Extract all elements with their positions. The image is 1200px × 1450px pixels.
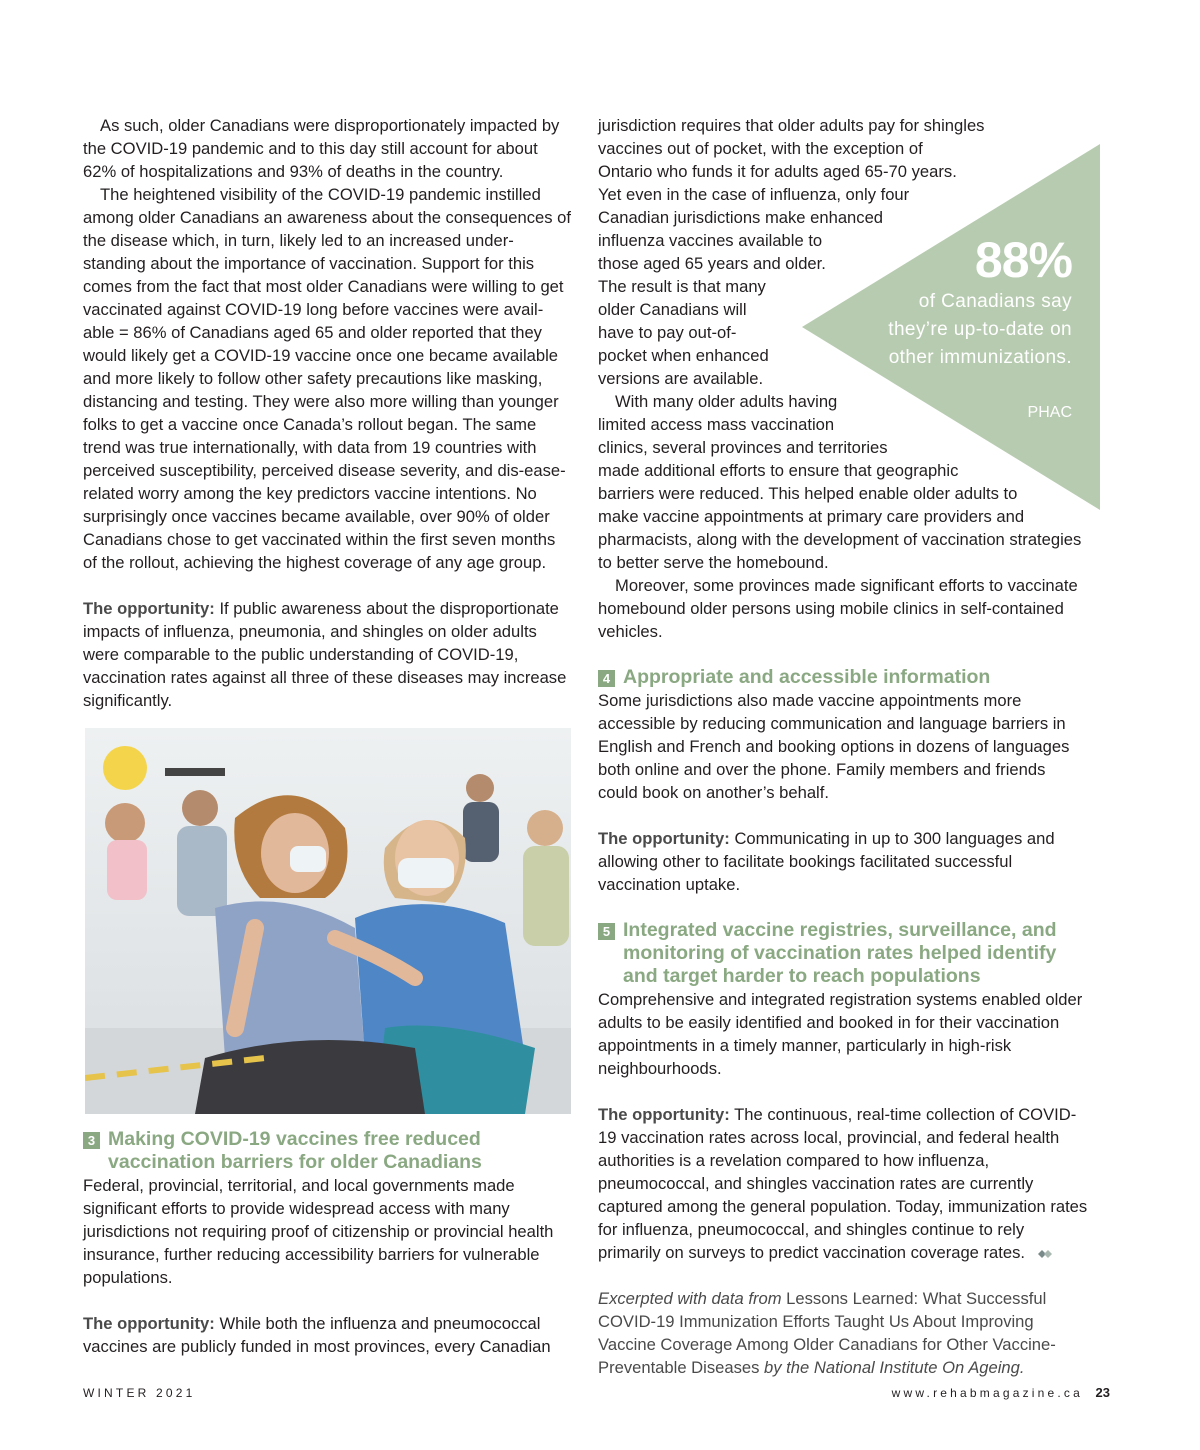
section-3-title: Making COVID-19 vaccines free reduced vaccination barriers for older Canadians xyxy=(108,1128,482,1173)
section-number-badge: 3 xyxy=(83,1132,100,1149)
opportunity-text: If public awareness about the disproportionate impacts of influenza, pneumonia, and shingles on older adults were comparable to the public understanding of COVID-19, vaccination rates against all three of these diseases may increase significantly. xyxy=(83,599,567,710)
section-3-text: Federal, provincial, territorial, and local governments made significant efforts to provide widespread access with many jurisdictions not requiring proof of citizenship or provincial health insurance, further reducing accessibility barriers for vulnerable populations. xyxy=(83,1176,554,1287)
callout-source: PHAC xyxy=(1027,404,1072,421)
opportunity-lead: The opportunity: xyxy=(598,829,730,848)
opportunity-lead: The opportunity: xyxy=(83,1314,215,1333)
section-5-title: Integrated vaccine registries, surveillance, and monitoring of vaccination rates helped identify and target harder to reach populations xyxy=(623,919,1057,987)
page-number: 23 xyxy=(1095,1385,1110,1400)
section-number-badge: 4 xyxy=(598,670,615,687)
text-wrap-region xyxy=(598,114,1088,574)
opportunity-5 xyxy=(598,1103,1088,1264)
callout-text: of Canadians say they’re up-to-date on other immunizations. xyxy=(888,291,1072,368)
section-5-text: Comprehensive and integrated registration systems enabled older adults to be easily identified and booked in for their vaccination appointments in a timely manner, particularly in high-risk neighbourhoods. xyxy=(598,990,1083,1078)
opportunity-text: The continuous, real-time collection of COVID-19 vaccination rates across local, provincial, and federal health authorities is a revelation compared to how influenza, pneumococcal, and shingles vaccination rates are currently captured among the general population. Today, immunization rates for influenza, pneumococcal, and shingles continue to rely primarily on surveys to predict vaccination coverage rates. xyxy=(598,1105,1088,1262)
section-number-badge: 5 xyxy=(598,923,615,940)
opportunity-4 xyxy=(598,827,1088,896)
paragraph-mobile-clinics: Moreover, some provinces made significant efforts to vaccinate homebound older persons using mobile clinics in self-contained vehicles. xyxy=(598,576,1078,641)
paragraph-intro: As such, older Canadians were disproportionately impacted by the COVID-19 pandemic and to this day still account for about 62% of hospitalizations and 93% of deaths in the country. xyxy=(83,116,560,181)
opportunity-lead: The opportunity: xyxy=(598,1105,730,1124)
opportunity-text: Communicating in up to 300 languages and allowing other to facilitate bookings facilitated successful vaccination uptake. xyxy=(598,829,1055,894)
section-3-heading xyxy=(83,1128,573,1174)
opportunity-lead: The opportunity: xyxy=(83,599,215,618)
footer-website[interactable]: www.rehabmagazine.ca xyxy=(891,1386,1083,1400)
end-mark-icon xyxy=(1034,1248,1054,1260)
footer-issue: WINTER 2021 xyxy=(83,1386,196,1400)
section-4-title: Appropriate and accessible information xyxy=(623,666,991,688)
section-4-heading xyxy=(598,666,1088,689)
credit-prefix: Excerpted with data from xyxy=(598,1289,782,1308)
opportunity-text: While both the influenza and pneumococcal vaccines are publicly funded in most provinces, every Canadian xyxy=(83,1314,551,1356)
right-column xyxy=(598,114,1088,1379)
left-column xyxy=(83,114,573,1358)
opportunity-3 xyxy=(83,1312,573,1358)
credit-suffix: by the National Institute On Ageing. xyxy=(764,1358,1025,1377)
vaccination-photo xyxy=(85,728,571,1114)
section-5-heading xyxy=(598,919,1088,988)
credit-title: Lessons Learned: What Successful COVID-19 Immunization Efforts Taught Us About Improving Vaccine Coverage Among Older Canadians for Other Vaccine-Preventable Diseases xyxy=(598,1289,1056,1377)
paragraph-access: With many older adults having limited access mass vaccination clinics, several provinces and territories made additional efforts to ensure that geographic barriers were reduced. This helped enable older adults to make vaccine appointments at primary care providers and pharmacists, along with the development of vaccination strategies to better serve the homebound. xyxy=(598,392,1082,572)
paragraph-shingles: jurisdiction requires that older adults pay for shingles vaccines out of pocket, with the exception of Ontario who funds it for adults aged 65-70 years. Yet even in the case of influenza, only four Canadian jurisdictions make enhanced influenza vaccines available to those aged 65 years and older. The result is that many older Canadians will have to pay out-of-pocket when enhanced versions are available. xyxy=(598,116,985,388)
opportunity-1 xyxy=(83,597,573,712)
source-credit xyxy=(598,1287,1088,1379)
callout-stat: 88% xyxy=(974,232,1072,288)
paragraph-visibility: The heightened visibility of the COVID-19 pandemic instilled among older Canadians an awareness about the consequences of the disease which, in turn, likely led to an increased under-standing about the importance of vaccination. Support for this comes from the fact that most older Canadians were willing to get vaccinated against COVID-19 long before vaccines were avail-able = 86% of Canadians aged 65 and older reported that they would likely get a COVID-19 vaccine once one became available and more likely to follow other safety precautions like masking, distancing and testing. They were also more willing than younger folks to get a vaccine once Canada’s rollout began. The same trend was true internationally, with data from 19 countries with perceived susceptibility, perceived disease severity, and dis-ease-related worry among the key predictors vaccine intentions. No surprisingly once vaccines became available, over 90% of older Canadians chose to get vaccinated within the first seven months of the rollout, achieving the highest coverage of any age group. xyxy=(83,185,572,572)
section-4-text: Some jurisdictions also made vaccine appointments more accessible by reducing communication and language barriers in English and French and booking options in dozens of languages both online and over the phone. Family members and friends could book on another’s behalf. xyxy=(598,691,1070,802)
